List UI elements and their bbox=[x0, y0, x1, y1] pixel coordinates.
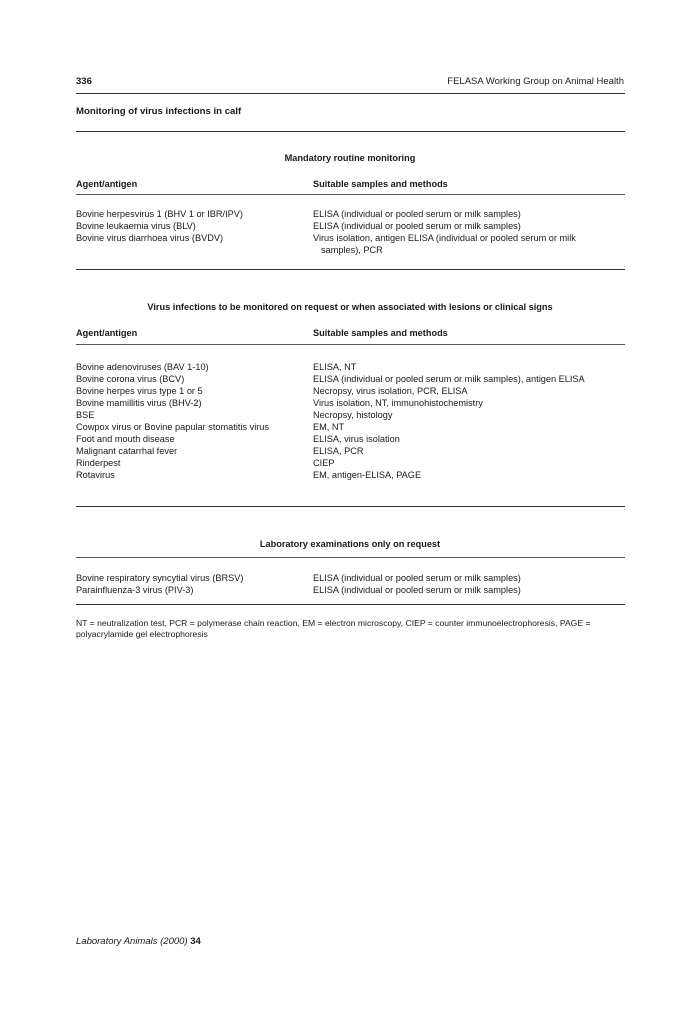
table-row bbox=[0, 397, 697, 409]
column-header-agent: Agent/antigen bbox=[76, 328, 138, 338]
column-header-samples: Suitable samples and methods bbox=[313, 328, 448, 338]
journal-name: Laboratory Animals bbox=[76, 936, 158, 947]
table-footnote: NT = neutralization test, PCR = polymerase chain reaction, EM = electron microscopy, CIEP = counter immunoelectrophoresis, PAGE = polyacrylamide gel electrophoresis bbox=[76, 618, 591, 639]
section-mandatory-rows bbox=[0, 208, 697, 256]
method-cell: Necropsy, histology bbox=[313, 410, 393, 420]
journal-volume: 34 bbox=[190, 936, 201, 947]
method-text-continued: samples), PCR bbox=[321, 245, 383, 255]
method-cell: ELISA (individual or pooled serum or milk samples) bbox=[313, 221, 521, 231]
method-cell: ELISA, PCR bbox=[313, 446, 364, 456]
method-cell bbox=[313, 232, 625, 256]
method-cell: ELISA (individual or pooled serum or milk samples), antigen ELISA bbox=[313, 374, 585, 384]
running-head: FELASA Working Group on Animal Health bbox=[447, 76, 624, 87]
section-title-mandatory: Mandatory routine monitoring bbox=[284, 153, 416, 163]
method-cell: ELISA, NT bbox=[313, 362, 357, 372]
method-cell: ELISA (individual or pooled serum or milk samples) bbox=[313, 573, 521, 583]
table-row bbox=[0, 445, 697, 457]
section-lab-examinations-rows bbox=[0, 572, 697, 596]
table-row bbox=[0, 373, 697, 385]
table-row bbox=[0, 208, 697, 220]
agent-cell: Bovine respiratory syncytial virus (BRSV) bbox=[76, 573, 244, 583]
method-cell: Virus isolation, NT, immunohistochemistry bbox=[313, 398, 483, 408]
section-on-request-rows bbox=[0, 361, 697, 481]
table-row bbox=[0, 220, 697, 232]
agent-cell: Foot and mouth disease bbox=[76, 434, 175, 444]
title-rule bbox=[76, 131, 625, 132]
method-text: Virus isolation, antigen ELISA (individual or pooled serum or milk bbox=[313, 233, 576, 243]
table-row bbox=[0, 584, 697, 596]
agent-cell: Rotavirus bbox=[76, 470, 115, 480]
column-header-rule bbox=[76, 344, 625, 345]
table-row bbox=[0, 572, 697, 584]
agent-cell: Cowpox virus or Bovine papular stomatitis virus bbox=[76, 422, 270, 432]
section-title-lab-examinations: Laboratory examinations only on request bbox=[259, 539, 441, 549]
method-cell: ELISA (individual or pooled serum or milk samples) bbox=[313, 209, 521, 219]
section-rule bbox=[76, 506, 625, 507]
method-cell: EM, antigen-ELISA, PAGE bbox=[313, 470, 422, 480]
journal-year: (2000) bbox=[160, 936, 188, 947]
method-cell: ELISA (individual or pooled serum or milk samples) bbox=[313, 585, 521, 595]
table-row bbox=[0, 421, 697, 433]
agent-cell: Bovine herpes virus type 1 or 5 bbox=[76, 386, 203, 396]
method-cell: CIEP bbox=[313, 458, 335, 468]
table-row bbox=[0, 361, 697, 373]
table-row bbox=[0, 469, 697, 481]
agent-cell: Malignant catarrhal fever bbox=[76, 446, 178, 456]
agent-cell: Bovine adenoviruses (BAV 1-10) bbox=[76, 362, 209, 372]
table-row bbox=[0, 457, 697, 469]
page-footer bbox=[76, 936, 201, 948]
table-row bbox=[0, 433, 697, 445]
table-row bbox=[0, 409, 697, 421]
method-cell: Necropsy, virus isolation, PCR, ELISA bbox=[313, 386, 468, 396]
section-title-rule bbox=[76, 557, 625, 558]
agent-cell: Bovine corona virus (BCV) bbox=[76, 374, 185, 384]
agent-cell: Bovine leukaemia virus (BLV) bbox=[76, 221, 196, 231]
table-row bbox=[0, 232, 697, 256]
agent-cell: Rinderpest bbox=[76, 458, 121, 468]
section-rule bbox=[76, 269, 625, 270]
column-header-rule bbox=[76, 194, 625, 195]
section-title-on-request: Virus infections to be monitored on request or when associated with lesions or clinical signs bbox=[147, 302, 553, 312]
table-bottom-rule bbox=[76, 604, 625, 605]
column-header-samples: Suitable samples and methods bbox=[313, 179, 448, 189]
table-row bbox=[0, 385, 697, 397]
agent-cell: Bovine herpesvirus 1 (BHV 1 or IBR/IPV) bbox=[76, 209, 243, 219]
column-header-agent: Agent/antigen bbox=[76, 179, 138, 189]
header-rule bbox=[76, 93, 625, 94]
method-cell: EM, NT bbox=[313, 422, 345, 432]
table-title: Monitoring of virus infections in calf bbox=[76, 106, 242, 117]
agent-cell: Bovine virus diarrhoea virus (BVDV) bbox=[76, 233, 224, 243]
agent-cell: Parainfluenza-3 virus (PIV-3) bbox=[76, 585, 194, 595]
agent-cell: Bovine mamillitis virus (BHV-2) bbox=[76, 398, 202, 408]
method-cell: ELISA, virus isolation bbox=[313, 434, 400, 444]
page-number: 336 bbox=[76, 76, 92, 87]
agent-cell: BSE bbox=[76, 410, 95, 420]
